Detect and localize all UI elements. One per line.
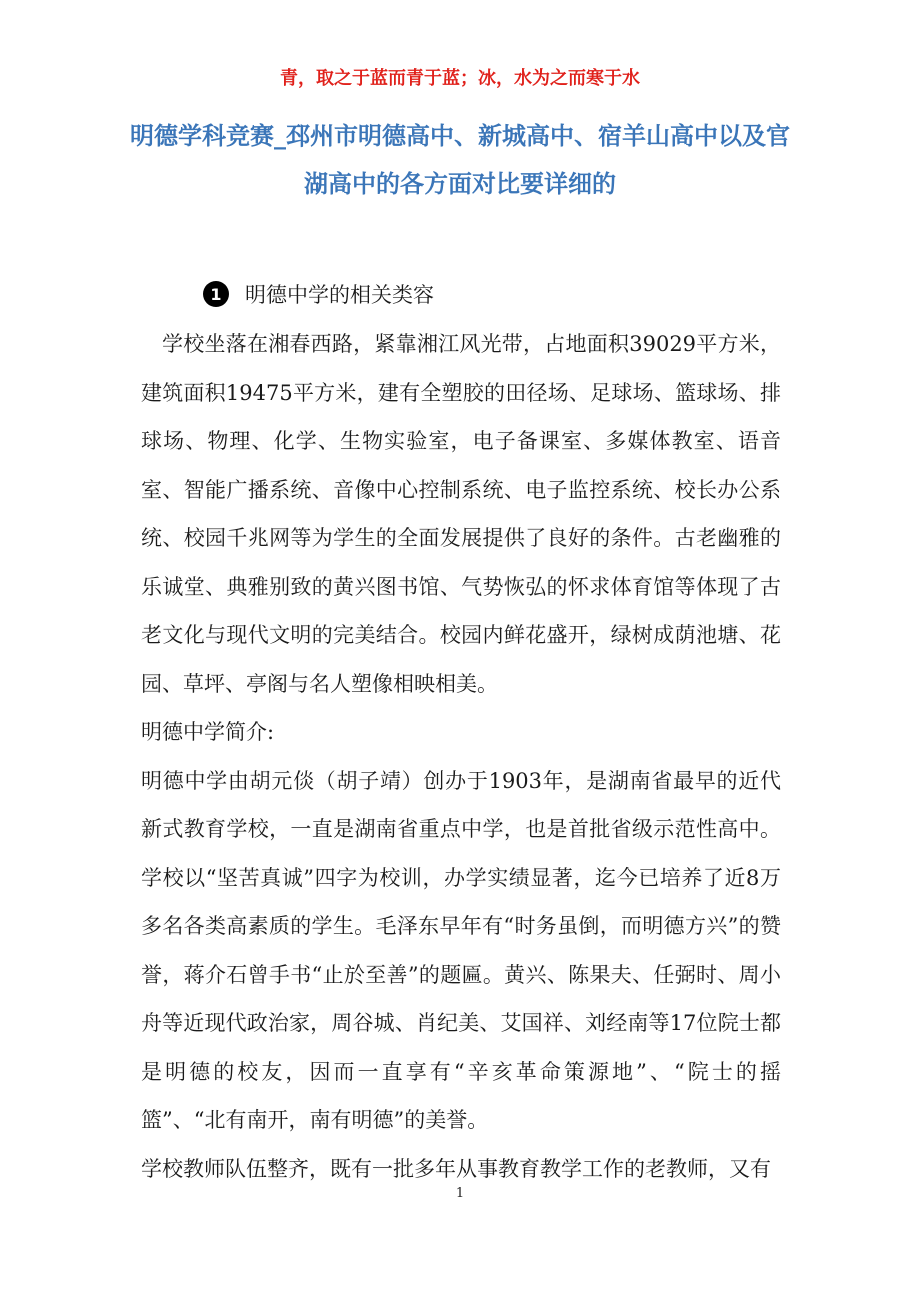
document-title: 明德学科竞赛_邳州市明德高中、新城高中、宿羊山高中以及官湖高中的各方面对比要详细的 [130, 122, 790, 198]
paragraph-teachers: 学校教师队伍整齐，既有一批多年从事教育教学工作的老教师，又有 [141, 1156, 771, 1181]
paragraph-history: 明德中学由胡元倓（胡子靖）创办于1903年，是湖南省最早的近代新式教育学校，一直是湖南省重点中学，也是首批省级示范性高中。学校以“坚苦真诚”四字为校训，办学实绩显著，迄今已培养了近8万多名各类高素质的学生。毛泽东早年有“时务虽倒，而明德方兴”的赞誉，蒋介石曾手书“止於至善”的题匾。黄兴、陈果夫、任弼时、周小舟等近现代政治家，周谷城、肖纪美、艾国祥、刘经南等17位院士都是明德的校友，因而一直享有“辛亥革命策源地”、“院士的摇篮”、“北有南开，南有明德”的美誉。 [141, 768, 781, 1132]
paragraph-intro-heading: 明德中学简介: [141, 720, 275, 744]
section-heading-text: 明德中学的相关类容 [245, 283, 434, 307]
header-motto: 青，取之于蓝而青于蓝；冰，水为之而寒于水 [280, 68, 640, 89]
document-body [141, 320, 781, 1193]
paragraph-campus: 学校坐落在湘春西路，紧靠湘江风光带，占地面积39029平方米，建筑面积19475平方米，建有全塑胶的田径场、足球场、篮球场、排球场、物理、化学、生物实验室，电子备课室、多媒体教室、语音室、智能广播系统、音像中心控制系统、电子监控系统、校长办公系统、校园千兆网等为学生的全面发展提供了良好的条件。古老幽雅的乐诚堂、典雅别致的黄兴图书馆、气势恢弘的怀求体育馆等体现了古老文化与现代文明的完美结合。校园内鲜花盛开，绿树成荫池塘、花园、草坪、亭阁与名人塑像相映相美。 [141, 332, 781, 696]
section-heading [203, 278, 434, 310]
page-number: 1 [455, 1186, 465, 1201]
circled-number-icon: 1 [203, 281, 229, 307]
